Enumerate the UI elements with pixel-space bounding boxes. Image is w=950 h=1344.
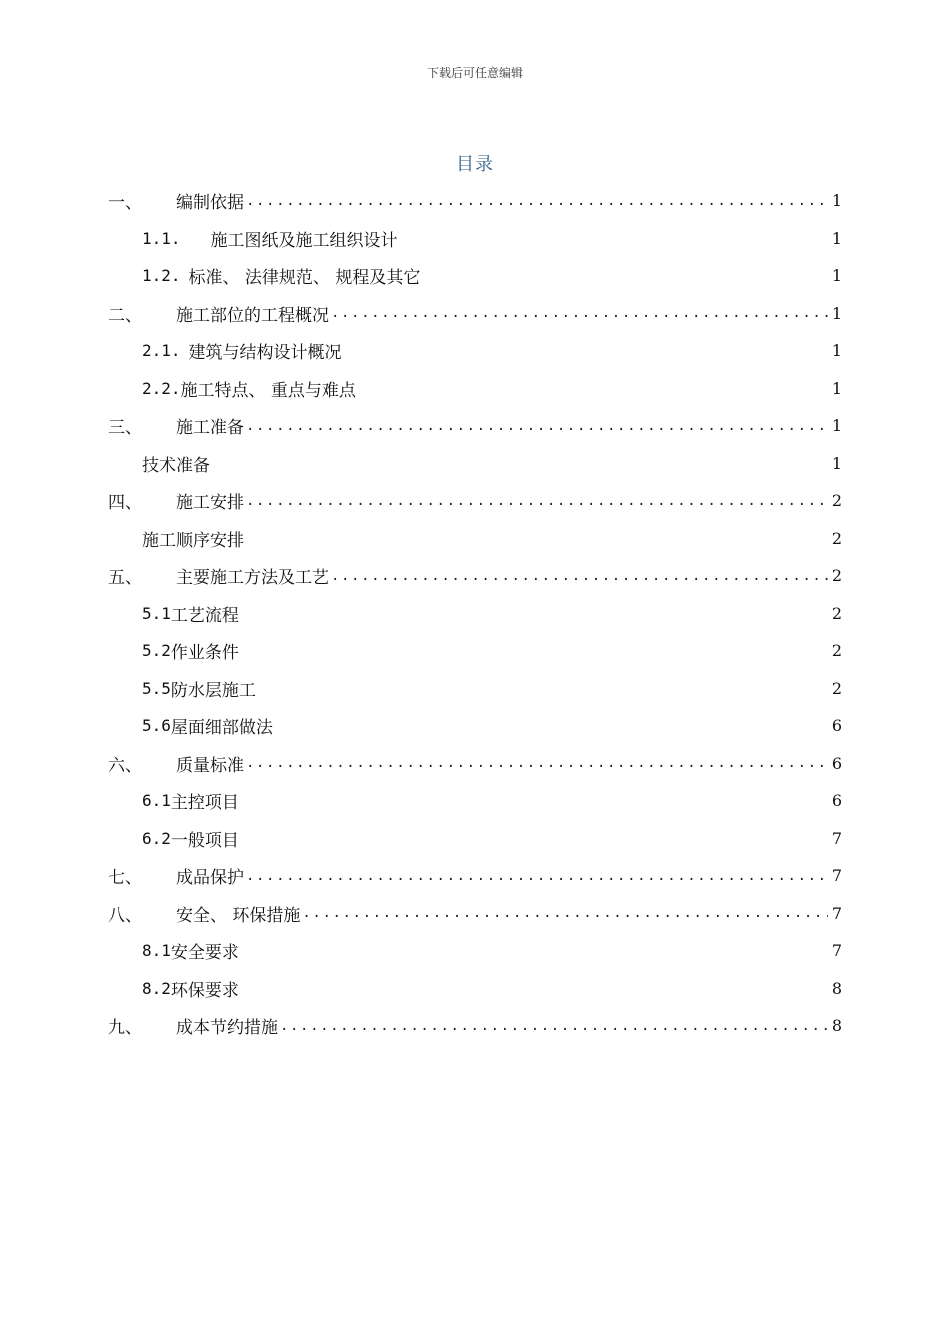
toc-entry-number: 八、 <box>108 905 142 926</box>
toc-entry-label: 主要施工方法及工艺 <box>176 568 329 589</box>
toc-entry-label: 施工顺序安排 <box>142 530 244 551</box>
toc-dot-leader <box>246 866 828 886</box>
toc-entry-label: 安全、 环保措施 <box>176 905 301 926</box>
toc-entry-label: 防水层施工 <box>170 680 256 701</box>
toc-entry-number: 6.1 <box>142 791 171 811</box>
toc-dot-leader <box>331 566 828 586</box>
toc-entry-number: 2.1. <box>142 341 181 361</box>
toc-entry-page: 2 <box>831 491 842 511</box>
toc-entry[interactable] <box>108 220 842 258</box>
toc-entry-number: 5.2 <box>142 641 171 661</box>
toc-dot-leader <box>246 416 828 436</box>
toc-entry[interactable] <box>108 632 842 670</box>
toc-entry[interactable] <box>108 595 842 633</box>
toc-entry[interactable] <box>108 895 842 933</box>
toc-entry-page: 1 <box>831 453 842 473</box>
toc-entry[interactable] <box>108 820 842 858</box>
toc-entry-number: 九、 <box>108 1018 142 1039</box>
toc-entry-label: 一般项目 <box>170 830 239 851</box>
toc-entry-page: 1 <box>831 303 842 323</box>
toc-entry-page: 7 <box>831 866 842 886</box>
table-of-contents <box>108 182 842 1045</box>
toc-dot-leader <box>302 903 827 923</box>
toc-entry-page: 1 <box>831 191 842 211</box>
toc-entry-page: 7 <box>831 941 842 961</box>
toc-entry-label: 成本节约措施 <box>176 1018 278 1039</box>
toc-dot-leader <box>331 303 828 323</box>
toc-entry-page: 8 <box>831 978 842 998</box>
toc-entry-page: 2 <box>831 641 842 661</box>
toc-entry-number: 一、 <box>108 188 176 213</box>
toc-entry-number: 二、 <box>108 305 142 326</box>
toc-entry[interactable] <box>108 707 842 745</box>
toc-entry-page: 2 <box>831 528 842 548</box>
toc-entry[interactable] <box>108 782 842 820</box>
toc-entry-number: 七、 <box>108 868 142 889</box>
toc-entry-page: 1 <box>831 266 842 286</box>
toc-entry-number: 8.2 <box>142 978 171 998</box>
toc-dot-leader <box>280 1016 828 1036</box>
toc-entry[interactable] <box>108 295 842 333</box>
toc-entry-label: 质量标准 <box>176 755 244 776</box>
toc-entry-label: 编制依据 <box>176 193 244 214</box>
toc-entry-number: 五、 <box>108 568 142 589</box>
toc-entry-label: 标准、 法律规范、 规程及其它 <box>188 268 421 289</box>
toc-entry-page: 6 <box>831 791 842 811</box>
toc-entry-number: 6.2 <box>142 828 171 848</box>
toc-entry[interactable] <box>108 520 842 558</box>
toc-entry-label: 工艺流程 <box>170 605 239 626</box>
toc-entry[interactable] <box>108 445 842 483</box>
toc-entry-label: 安全要求 <box>170 943 239 964</box>
toc-entry-number: 2.2. <box>142 378 181 398</box>
toc-entry-label: 技术准备 <box>142 455 210 476</box>
toc-entry-number: 5.5 <box>142 678 171 698</box>
toc-entry[interactable] <box>108 970 842 1008</box>
toc-entry[interactable] <box>108 182 842 220</box>
toc-entry[interactable] <box>108 745 842 783</box>
toc-entry-number: 1.1. <box>142 228 181 248</box>
toc-entry-page: 7 <box>831 828 842 848</box>
toc-entry-label: 作业条件 <box>170 643 239 664</box>
toc-entry-number: 5.6 <box>142 716 171 736</box>
toc-entry-page: 2 <box>831 603 842 623</box>
toc-entry[interactable] <box>108 482 842 520</box>
toc-entry-page: 8 <box>831 1016 842 1036</box>
toc-entry-label: 成品保护 <box>176 868 244 889</box>
toc-entry-label: 施工特点、 重点与难点 <box>180 380 356 401</box>
toc-entry-page: 1 <box>831 228 842 248</box>
toc-entry-number: 1.2. <box>142 266 181 286</box>
toc-entry-label: 屋面细部做法 <box>170 718 273 739</box>
toc-entry-page: 2 <box>831 678 842 698</box>
toc-entry-number: 5.1 <box>142 603 171 623</box>
toc-entry-page: 6 <box>831 716 842 736</box>
toc-entry[interactable] <box>108 670 842 708</box>
toc-entry-number: 六、 <box>108 755 142 776</box>
toc-entry-number: 三、 <box>108 418 142 439</box>
toc-entry[interactable] <box>108 257 842 295</box>
toc-entry[interactable] <box>108 407 842 445</box>
toc-entry-page: 7 <box>831 903 842 923</box>
toc-entry[interactable] <box>108 557 842 595</box>
toc-entry-label: 施工部位的工程概况 <box>176 305 329 326</box>
toc-dot-leader <box>246 753 828 773</box>
toc-entry-label: 环保要求 <box>170 980 239 1001</box>
toc-entry[interactable] <box>108 370 842 408</box>
toc-title: 目录 <box>456 154 494 175</box>
toc-entry[interactable] <box>108 857 842 895</box>
toc-dot-leader <box>246 191 828 211</box>
toc-entry-number: 8.1 <box>142 941 171 961</box>
toc-entry-page: 1 <box>831 416 842 436</box>
toc-entry-label: 施工准备 <box>176 418 244 439</box>
toc-dot-leader <box>246 491 828 511</box>
toc-entry-page: 1 <box>831 341 842 361</box>
toc-entry-number: 四、 <box>108 493 142 514</box>
toc-entry[interactable] <box>108 932 842 970</box>
toc-entry-page: 6 <box>831 753 842 773</box>
toc-entry-page: 1 <box>831 378 842 398</box>
toc-entry[interactable] <box>108 332 842 370</box>
page-header: 下载后可任意编辑 <box>426 66 523 80</box>
toc-entry-label: 主控项目 <box>170 793 239 814</box>
toc-entry-label: 施工安排 <box>176 493 244 514</box>
toc-entry[interactable] <box>108 1007 842 1045</box>
toc-entry-label: 建筑与结构设计概况 <box>188 343 342 364</box>
toc-entry-page: 2 <box>831 566 842 586</box>
toc-entry-label: 施工图纸及施工组织设计 <box>210 230 398 251</box>
